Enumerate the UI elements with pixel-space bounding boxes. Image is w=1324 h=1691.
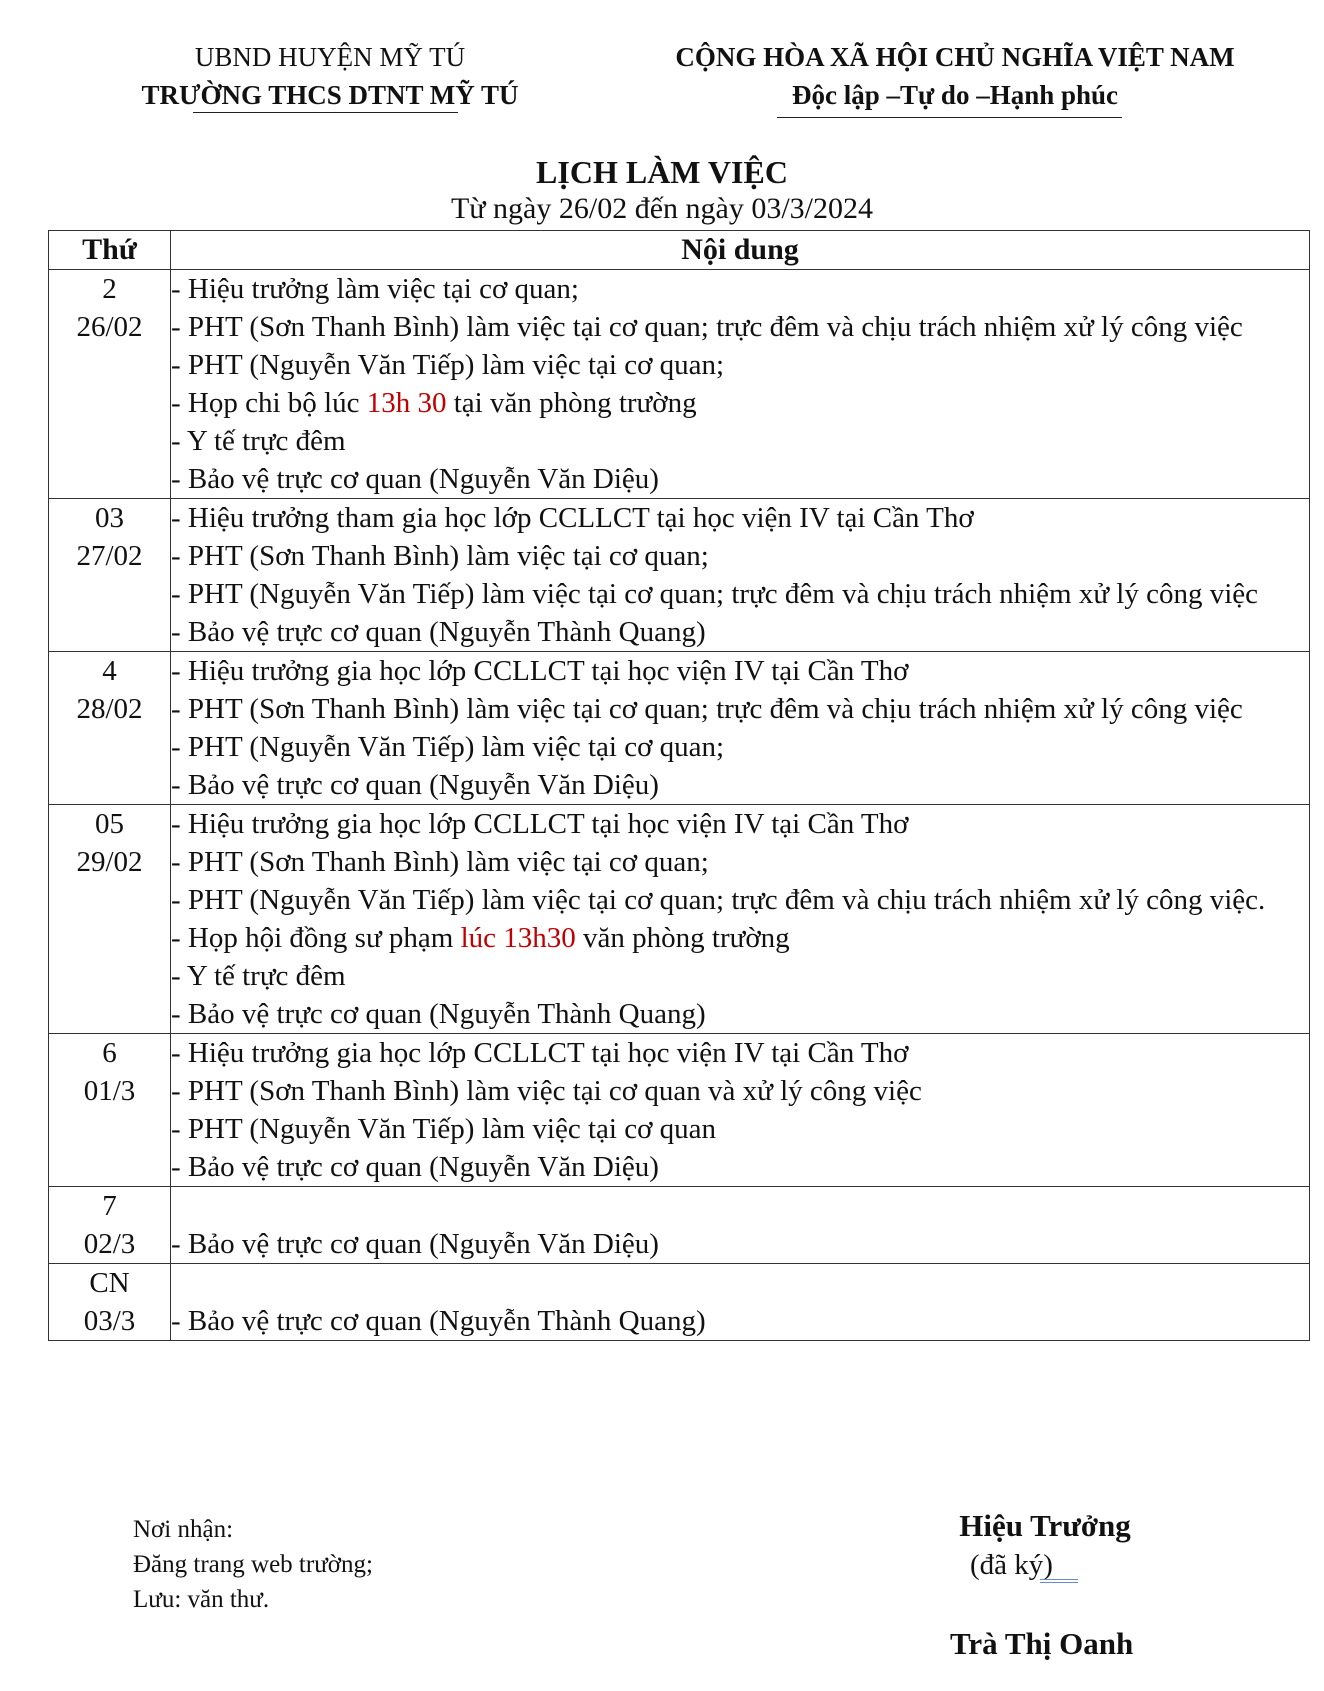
column-header-content: Nội dung (171, 231, 1310, 270)
schedule-body (49, 270, 1310, 1341)
table-row (49, 270, 1310, 499)
schedule-item: - Hiệu trưởng gia học lớp CCLLCT tại học viện IV tại Cần Thơ (171, 808, 909, 840)
schedule-item: - PHT (Sơn Thanh Bình) làm việc tại cơ quan và xử lý công việc (171, 1075, 922, 1107)
item-text: - Họp chi bộ lúc (171, 387, 367, 419)
highlighted-time: lúc 13h30 (460, 922, 576, 954)
schedule-item: - Bảo vệ trực cơ quan (Nguyễn Văn Diệu) (171, 769, 659, 801)
blank-line (171, 1187, 1309, 1225)
weekday: 7 (102, 1190, 117, 1222)
signed-note-text: (đã ký) (970, 1549, 1053, 1581)
schedule-item: - PHT (Sơn Thanh Bình) làm việc tại cơ quan; trực đêm và chịu trách nhiệm xử lý công việc (171, 693, 1243, 725)
recipient-item: Lưu: văn thư. (133, 1586, 270, 1613)
content-cell (171, 805, 1310, 1034)
schedule-table (48, 230, 1310, 1341)
schedule-item: - Bảo vệ trực cơ quan (Nguyễn Thành Quang) (171, 998, 706, 1030)
agency-header (95, 38, 565, 114)
day-cell (49, 1187, 171, 1264)
table-header-row (49, 231, 1310, 270)
blank-line (171, 1264, 1309, 1302)
school-name: TRƯỜNG THCS DTNT MỸ TÚ (141, 80, 519, 110)
schedule-item: - Y tế trực đêm (171, 960, 346, 992)
content-cell (171, 1187, 1310, 1264)
table-row (49, 499, 1310, 652)
signature-block (900, 1506, 1200, 1664)
motto-underline (777, 117, 1122, 118)
schedule-item: - PHT (Nguyễn Văn Tiếp) làm việc tại cơ quan; trực đêm và chịu trách nhiệm xử lý công việc (171, 578, 1259, 610)
schedule-item: - PHT (Nguyễn Văn Tiếp) làm việc tại cơ quan; (171, 349, 725, 381)
content-cell (171, 270, 1310, 499)
schedule-item: - PHT (Nguyễn Văn Tiếp) làm việc tại cơ quan; trực đêm và chịu trách nhiệm xử lý công việc. (171, 884, 1266, 916)
day-cell (49, 652, 171, 805)
date: 27/02 (76, 540, 143, 572)
schedule-item: - Bảo vệ trực cơ quan (Nguyễn Văn Diệu) (171, 1228, 659, 1260)
signed-note (970, 1546, 1200, 1584)
item-text: tại văn phòng trường (446, 387, 697, 419)
document-subtitle: Từ ngày 26/02 đến ngày 03/3/2024 (450, 192, 874, 225)
table-row (49, 1034, 1310, 1187)
weekday: 05 (95, 808, 124, 840)
schedule-item: - PHT (Sơn Thanh Bình) làm việc tại cơ quan; trực đêm và chịu trách nhiệm xử lý công việc (171, 311, 1243, 343)
signer-name: Trà Thị Oanh (950, 1626, 1134, 1661)
date: 29/02 (76, 846, 143, 878)
content-cell (171, 1264, 1310, 1341)
weekday: 2 (102, 273, 117, 305)
content-cell (171, 652, 1310, 805)
recipients-label: Nơi nhận: (133, 1516, 234, 1543)
agency-underline (193, 112, 458, 113)
day-cell (49, 805, 171, 1034)
day-cell (49, 270, 171, 499)
weekday: 6 (102, 1037, 117, 1069)
schedule-item: - Y tế trực đêm (171, 425, 346, 457)
content-cell (171, 499, 1310, 652)
date: 02/3 (83, 1228, 136, 1260)
table-row (49, 1187, 1310, 1264)
schedule-item (171, 384, 1309, 422)
national-motto: Độc lập –Tự do –Hạnh phúc (791, 80, 1119, 110)
column-header-day: Thứ (49, 231, 171, 270)
schedule-item: - Bảo vệ trực cơ quan (Nguyễn Văn Diệu) (171, 1151, 659, 1183)
schedule-item: - Hiệu trưởng tham gia học lớp CCLLCT tại học viện IV tại Cần Thơ (171, 502, 974, 534)
weekday: 03 (95, 502, 124, 534)
schedule-item: - Hiệu trưởng làm việc tại cơ quan; (171, 273, 579, 305)
date: 28/02 (76, 693, 143, 725)
date: 03/3 (83, 1305, 136, 1337)
day-cell (49, 1264, 171, 1341)
schedule-item: - PHT (Sơn Thanh Bình) làm việc tại cơ quan; (171, 846, 709, 878)
item-text: văn phòng trường (575, 922, 790, 954)
item-text: - Họp hội đồng sư phạm (171, 922, 461, 954)
schedule-item: - PHT (Nguyễn Văn Tiếp) làm việc tại cơ quan (171, 1113, 717, 1145)
schedule-item (171, 919, 1309, 957)
table-row (49, 805, 1310, 1034)
agency-name: UBND HUYỆN MỸ TÚ (194, 42, 466, 72)
weekday: CN (89, 1267, 130, 1299)
signer-title: Hiệu Trưởng (959, 1508, 1131, 1543)
table-row (49, 1264, 1310, 1341)
recipient-item: Đăng trang web trường; (133, 1551, 373, 1578)
schedule-item: - PHT (Sơn Thanh Bình) làm việc tại cơ quan; (171, 540, 709, 572)
weekday: 4 (102, 655, 117, 687)
schedule-item: - Bảo vệ trực cơ quan (Nguyễn Thành Quang) (171, 616, 706, 648)
table-row (49, 652, 1310, 805)
national-title: CỘNG HÒA XÃ HỘI CHỦ NGHĨA VIỆT NAM (675, 42, 1235, 72)
day-cell (49, 499, 171, 652)
day-cell (49, 1034, 171, 1187)
highlighted-time: 13h 30 (366, 387, 447, 419)
schedule-item: - Hiệu trưởng gia học lớp CCLLCT tại học viện IV tại Cần Thơ (171, 655, 909, 687)
signature-mark (1040, 1579, 1078, 1580)
content-cell (171, 1034, 1310, 1187)
document-title: LỊCH LÀM VIỆC (536, 154, 788, 190)
date: 26/02 (76, 311, 143, 343)
national-header (625, 38, 1285, 114)
schedule-item: - PHT (Nguyễn Văn Tiếp) làm việc tại cơ quan; (171, 731, 725, 763)
schedule-item: - Bảo vệ trực cơ quan (Nguyễn Thành Quang) (171, 1305, 706, 1337)
signature-mark (1040, 1582, 1078, 1583)
schedule-item: - Hiệu trưởng gia học lớp CCLLCT tại học viện IV tại Cần Thơ (171, 1037, 909, 1069)
schedule-item: - Bảo vệ trực cơ quan (Nguyễn Văn Diệu) (171, 463, 659, 495)
recipients-block (133, 1512, 373, 1617)
date: 01/3 (83, 1075, 136, 1107)
